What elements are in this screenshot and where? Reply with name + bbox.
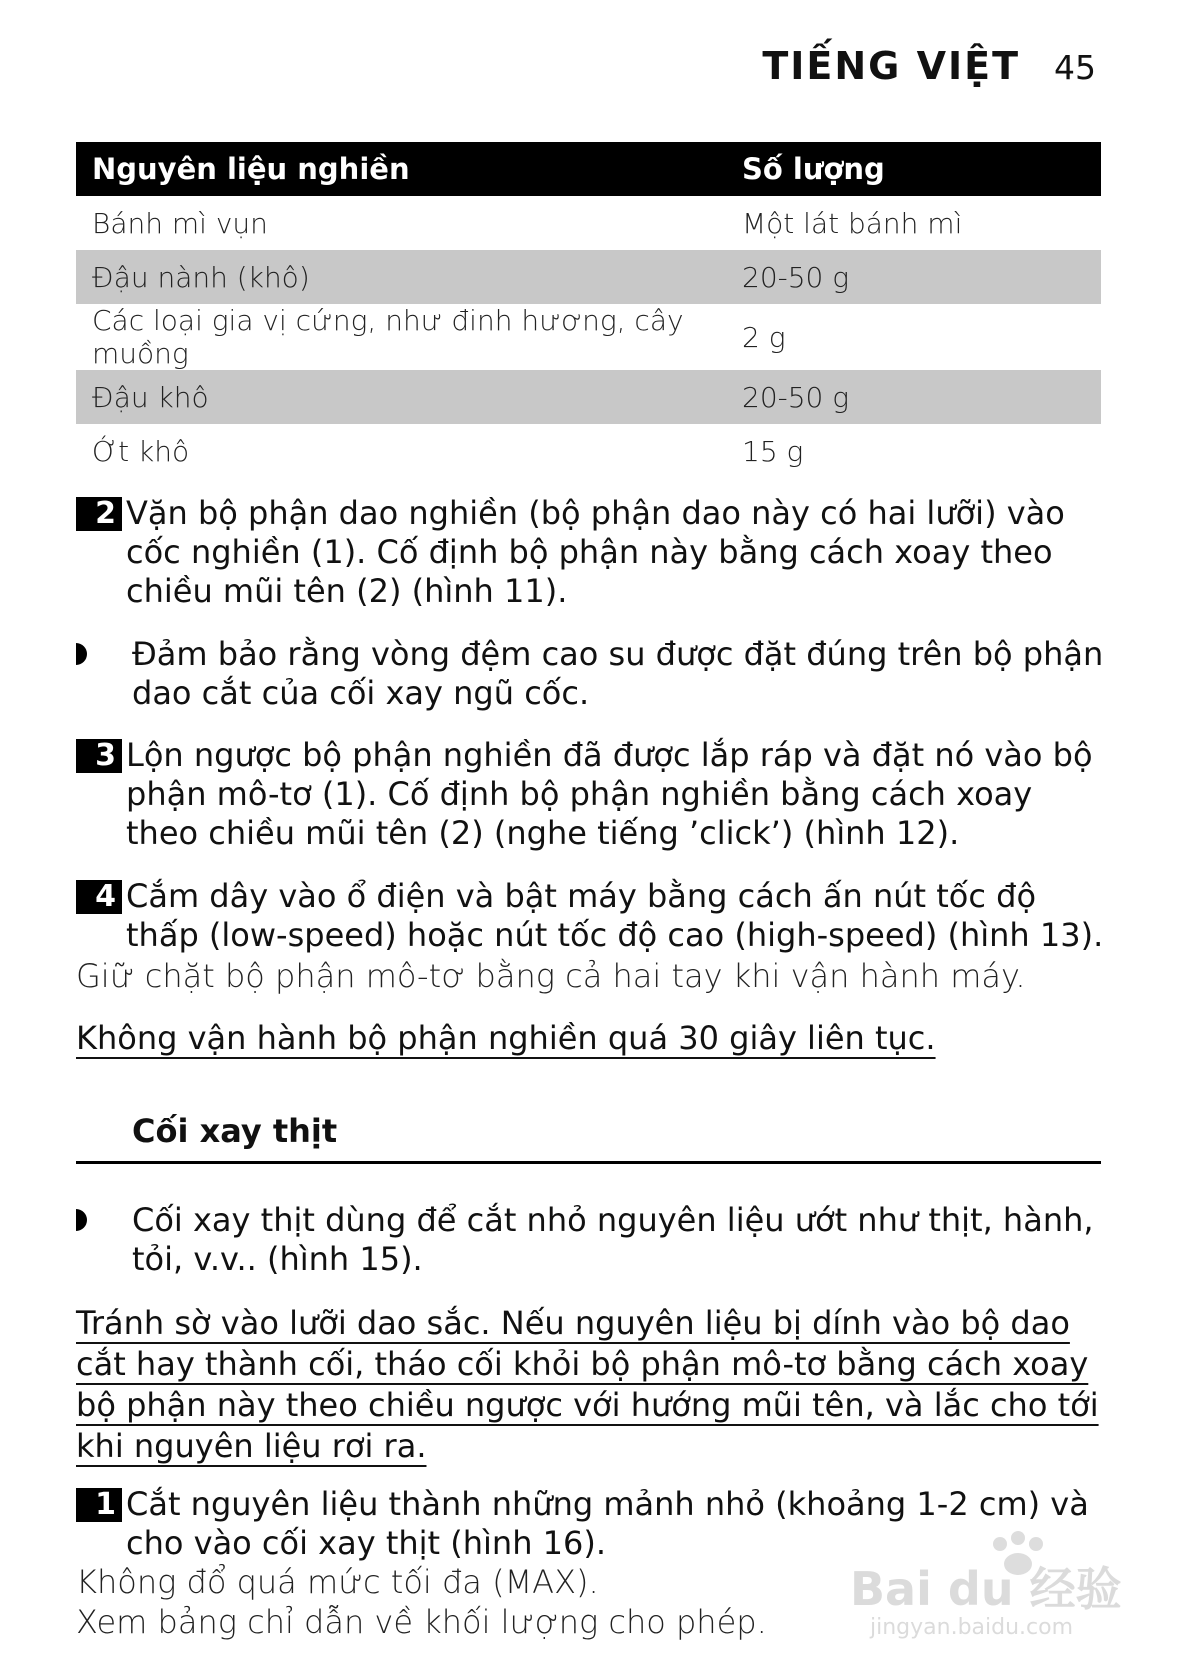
- warning-text-content: Không vận hành bộ phận nghiền quá 30 giây liên tục.: [76, 1019, 936, 1057]
- table-cell: 2 g: [742, 320, 786, 354]
- table-cell: Bánh mì vụn: [92, 206, 268, 240]
- bullet-icon: [76, 635, 132, 713]
- step-text: Cắt nguyên liệu thành những mảnh nhỏ (khoảng 1-2 cm) và cho vào cối xay thịt (hình 16).: [126, 1485, 1089, 1562]
- bullet-text: Cối xay thịt dùng để cắt nhỏ nguyên liệu ướt như thịt, hành, tỏi, v.v.. (hình 15).: [132, 1201, 1094, 1278]
- step-text: Cắm dây vào ổ điện và bật máy bằng cách ấn nút tốc độ thấp (low-speed) hoặc nút tốc độ cao (high-speed) (hình 13).: [126, 877, 1104, 954]
- watermark-brand: Bai du 经验: [850, 1562, 1122, 1616]
- step-text: Lộn ngược bộ phận nghiền đã được lắp ráp và đặt nó vào bộ phận mô-tơ (1). Cố định bộ phận nghiền bằng cách xoay theo chiều mũi tên (2) (nghe tiếng ’click’) (hình 12).: [126, 736, 1093, 852]
- page-number: 45: [1054, 48, 1096, 87]
- table-cell: 20-50 g: [726, 370, 1101, 424]
- step-number-badge: 4: [76, 880, 122, 914]
- step-4: [76, 877, 1106, 955]
- table-header: Nguyên liệu nghiền: [76, 142, 726, 196]
- ingredients-table: [76, 142, 1101, 478]
- note-text: Không đổ quá mức tối đa (MAX).: [76, 1563, 599, 1601]
- warning-text-content: Tránh sờ vào lưỡi dao sắc. Nếu nguyên liệu bị dính vào bộ dao cắt hay thành cối, tháo cối khỏi bộ phận mô-tơ bằng cách xoay bộ phận này theo chiều ngược với hướng mũi tên, và lắc cho tới khi nguyên liệu rơi ra.: [76, 1304, 1099, 1465]
- paw-toe: [993, 1537, 1007, 1551]
- step-number-badge: 2: [76, 497, 122, 531]
- table-row: [76, 250, 1101, 304]
- bullet-item: [76, 635, 1106, 713]
- table-cell: 15 g: [742, 434, 804, 468]
- note-text: Xem bảng chỉ dẫn về khối lượng cho phép.: [76, 1603, 767, 1641]
- table-cell: Đậu khô: [76, 370, 726, 424]
- table-row: [76, 304, 1101, 370]
- table-cell: Các loại gia vị cứng, như đinh hương, cây muồng: [92, 304, 684, 370]
- table-row: [76, 424, 1101, 478]
- page-header: [762, 44, 1096, 88]
- baidu-watermark: [850, 1530, 1150, 1640]
- table-header-row: [76, 142, 1101, 196]
- bullet-item: [76, 1201, 1106, 1279]
- table-cell: Đậu nành (khô): [76, 250, 726, 304]
- table-cell: 20-50 g: [726, 250, 1101, 304]
- table-row: [76, 370, 1101, 424]
- step-number-badge: 3: [76, 739, 122, 773]
- step-number-badge: 1: [76, 1488, 122, 1522]
- table-cell: Ớt khô: [92, 434, 190, 468]
- step-2: [76, 494, 1106, 611]
- table-header: Số lượng: [726, 142, 1101, 196]
- warning-text: [76, 1019, 1106, 1058]
- language-title: TIẾNG VIỆT: [762, 44, 1020, 88]
- bullet-text: Đảm bảo rằng vòng đệm cao su được đặt đúng trên bộ phận dao cắt của cối xay ngũ cốc.: [132, 635, 1104, 712]
- step-3: [76, 736, 1106, 853]
- paw-toe: [1011, 1531, 1025, 1545]
- bullet-icon: [76, 1201, 132, 1279]
- note-text: Giữ chặt bộ phận mô-tơ bằng cả hai tay khi vận hành máy.: [76, 957, 1026, 995]
- step-text: Vặn bộ phận dao nghiền (bộ phận dao này có hai lưỡi) vào cốc nghiền (1). Cố định bộ phận này bằng cách xoay theo chiều mũi tên (2) (hình 11).: [126, 494, 1065, 610]
- watermark-url: jingyan.baidu.com: [870, 1615, 1074, 1640]
- paw-toe: [1029, 1537, 1043, 1551]
- section-title: Cối xay thịt: [76, 1112, 1101, 1164]
- table-cell: Một lát bánh mì: [742, 206, 963, 240]
- warning-text: [76, 1303, 1106, 1467]
- table-row: [76, 196, 1101, 250]
